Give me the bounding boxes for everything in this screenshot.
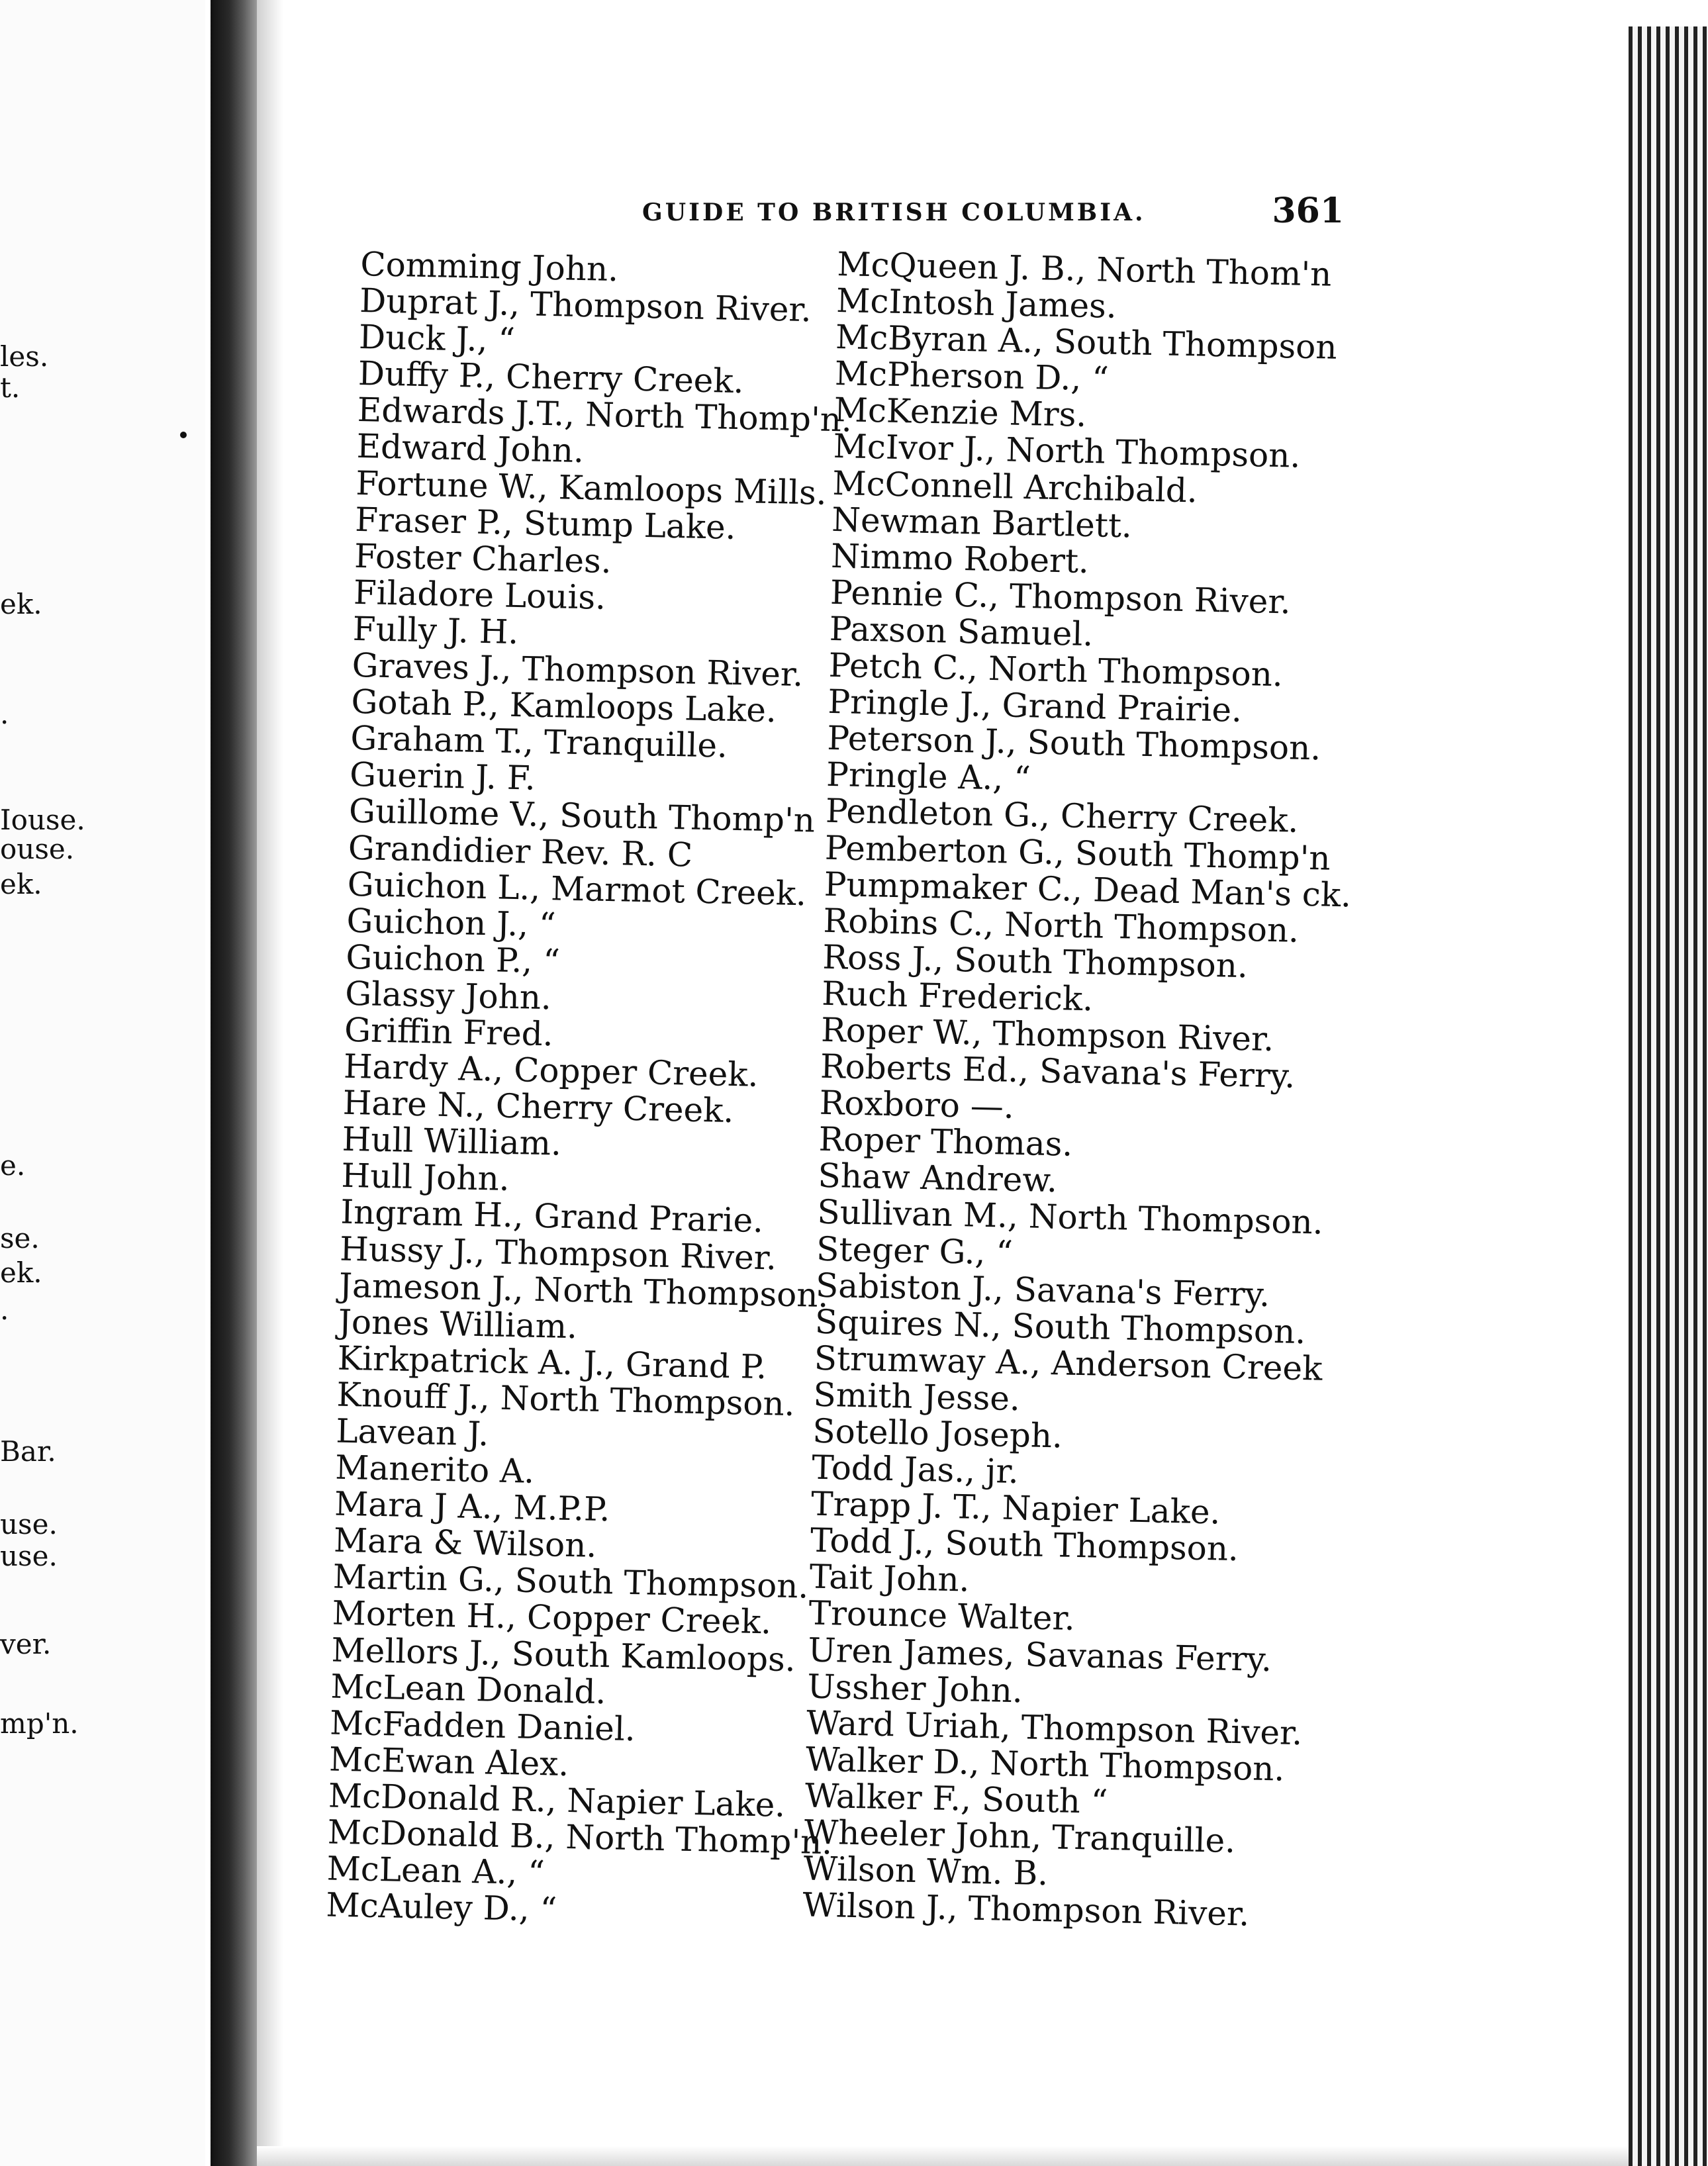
directory-entry: Walker F., South “ (804, 1776, 1108, 1821)
directory-entry: Todd J., South Thompson. (810, 1521, 1239, 1569)
directory-entry: McIvor J., North Thompson. (833, 427, 1301, 476)
directory-entry: Paxson Samuel. (829, 609, 1094, 654)
directory-entry: Tait John. (809, 1557, 971, 1599)
directory-entry: Lavean J. (335, 1411, 489, 1454)
directory-entry: McConnell Archibald. (831, 463, 1198, 510)
directory-entry: Grandidier Rev. R. C (348, 828, 693, 874)
directory-entry: Mara J A., M.P.P. (334, 1484, 610, 1529)
directory-entry: McEwan Alex. (328, 1740, 569, 1783)
directory-entry: McDonald B., North Thomp'n. (327, 1813, 833, 1862)
facing-page-fragment: . (0, 1294, 9, 1326)
directory-entry: Steger G., “ (816, 1229, 1014, 1272)
directory-entry: McLean Donald. (330, 1667, 606, 1711)
directory-entry: Petch C., North Thompson. (828, 645, 1284, 694)
directory-entry: Wilson Wm. B. (803, 1849, 1049, 1893)
directory-entry: Roberts Ed., Savana's Ferry. (820, 1047, 1296, 1096)
directory-entry: Nimmo Robert. (830, 536, 1090, 581)
directory-entry: McLean A., “ (326, 1849, 546, 1893)
gutter-shadow (257, 0, 283, 2166)
facing-page-fragment: ouse. (0, 833, 75, 865)
directory-entry: Pemberton G., South Thomp'n (824, 828, 1331, 878)
directory-entry: McByran A., South Thompson (835, 318, 1338, 367)
directory-entry: Jameson J., North Thompson. (338, 1266, 830, 1315)
directory-entry: Ross J., South Thompson. (822, 937, 1249, 985)
directory-entry: Kirkpatrick A. J., Grand P. (337, 1339, 767, 1387)
directory-entry: McFadden Daniel. (329, 1703, 636, 1748)
directory-entry: Comming John. (359, 245, 619, 289)
directory-entry: Manerito A. (334, 1448, 535, 1491)
directory-entry: McAuley D., “ (325, 1885, 557, 1929)
directory-entry: Guichon L., Marmot Creek. (347, 865, 807, 913)
directory-entry: Fraser P., Stump Lake. (354, 500, 737, 547)
directory-entry: Squires N., South Thompson. (814, 1302, 1306, 1351)
page-header (642, 191, 1344, 238)
directory-entry: Roxboro —. (819, 1083, 1015, 1127)
directory-entry: Wilson J., Thompson River. (802, 1885, 1250, 1934)
directory-entry: Guichon J., “ (346, 901, 557, 945)
directory-entry: Trapp J. T., Napier Lake. (810, 1484, 1221, 1532)
directory-entry: Mellors J., South Kamloops. (330, 1630, 796, 1679)
directory-entry: Wheeler John, Tranquille. (804, 1813, 1236, 1861)
facing-page-fragment: se. (0, 1222, 40, 1254)
facing-page-fragment: ek. (0, 868, 42, 900)
directory-entry: McQueen J. B., North Thom'n (836, 245, 1332, 294)
directory-column-right (802, 246, 1367, 1935)
directory-entry: Guerin J. F. (349, 755, 536, 798)
facing-page-fragment: e. (0, 1149, 26, 1182)
directory-entry: Roper W., Thompson River. (820, 1010, 1274, 1059)
directory-entry: Fortune W., Kamloops Mills. (355, 463, 828, 512)
directory-entry: Pennie C., Thompson River. (830, 573, 1292, 622)
facing-page-text (0, 0, 199, 2166)
directory-entry: Shaw Andrew. (817, 1156, 1058, 1200)
directory-entry: Ussher John. (806, 1667, 1023, 1710)
directory-entry: Guichon P., “ (345, 937, 561, 981)
page-edges (1629, 26, 1708, 2166)
directory-entry: Sabiston J., Savana's Ferry. (815, 1266, 1270, 1314)
directory-entry: Jones William. (338, 1302, 578, 1346)
directory-entry: Edwards J.T., North Thomp'n. (357, 391, 853, 440)
directory-entry: McIntosh James. (835, 281, 1117, 326)
page-bottom-shadow (257, 2146, 1629, 2166)
directory-entry: Mara & Wilson. (333, 1521, 597, 1566)
directory-entry: Hardy A., Copper Creek. (343, 1047, 759, 1094)
facing-page-fragment: mp'n. (0, 1707, 79, 1740)
margin-dot (180, 432, 187, 438)
directory-entry: Martin G., South Thompson. (332, 1557, 809, 1606)
directory-entry: Pumpmaker C., Dead Man's ck. (824, 865, 1352, 915)
book-spine (211, 0, 257, 2166)
facing-page-fragment: Iouse. (0, 804, 85, 836)
directory-entry: Gotah P., Kamloops Lake. (350, 682, 777, 730)
directory-entry: Glassy John. (344, 974, 552, 1017)
directory-entry: Duck J., “ (358, 318, 516, 360)
directory-entry: Foster Charles. (354, 536, 612, 581)
directory-entry: Filadore Louis. (353, 573, 606, 617)
directory-entry: Todd Jas., jr. (811, 1448, 1020, 1491)
facing-page-fragment: ek. (0, 588, 42, 620)
directory-entry: Sullivan M., North Thompson. (816, 1193, 1324, 1243)
directory-entry: Smith Jesse. (813, 1375, 1021, 1419)
facing-page-fragment: t. (0, 371, 21, 404)
directory-column-left (326, 246, 890, 1935)
directory-entry: Newman Bartlett. (831, 500, 1133, 545)
page-number: 361 (1272, 191, 1344, 231)
directory-entry: McDonald R., Napier Lake. (328, 1776, 786, 1824)
directory-entry: Ruch Frederick. (821, 974, 1094, 1019)
directory-entry: Hare N., Cherry Creek. (342, 1083, 734, 1131)
directory-entry: McKenzie Mrs. (833, 391, 1087, 435)
facing-page-fragment: Bar. (0, 1435, 56, 1468)
facing-page-fragment: use. (0, 1540, 58, 1572)
directory-entry: Pringle J., Grand Prairie. (827, 682, 1243, 730)
facing-page-fragment: . (0, 698, 9, 730)
directory-entry: Guillome V., South Thomp'n (348, 792, 816, 840)
directory-entry: Duprat J., Thompson River. (359, 281, 812, 330)
directory-entry: Knouff J., North Thompson. (336, 1375, 796, 1424)
directory-entry: Ingram H., Grand Prarie. (340, 1193, 764, 1241)
directory-entry: Roper Thomas. (818, 1119, 1073, 1164)
directory-entry: Edward John. (356, 427, 585, 471)
facing-page-fragment: les. (0, 340, 49, 373)
facing-page-fragment: use. (0, 1508, 58, 1540)
directory-entry: Uren James, Savanas Ferry. (807, 1630, 1272, 1679)
directory-entry: Ward Uriah, Thompson River. (806, 1703, 1303, 1752)
directory-entry: Griffin Fred. (344, 1010, 554, 1054)
facing-page-fragment: ver. (0, 1628, 52, 1660)
directory-entry: Peterson J., South Thompson. (826, 719, 1321, 768)
directory-entry: Hull John. (340, 1156, 510, 1199)
running-title: GUIDE TO BRITISH COLUMBIA. (642, 199, 1146, 226)
directory-entry: Hull William. (342, 1119, 562, 1163)
directory-entry: Trounce Walter. (808, 1594, 1076, 1638)
directory-entry: Strumway A., Anderson Creek (814, 1339, 1323, 1388)
directory-entry: Hussy J., Thompson River. (339, 1229, 777, 1278)
directory-entry: Robins C., North Thompson. (823, 901, 1300, 950)
directory-entry: Pendleton G., Cherry Creek. (825, 792, 1300, 841)
directory-entry: Sotello Joseph. (812, 1411, 1063, 1456)
directory-entry: Graham T., Tranquille. (350, 719, 728, 765)
directory-entry: Walker D., North Thompson. (805, 1740, 1285, 1789)
directory-entry: McPherson D., “ (834, 354, 1110, 399)
directory-entry: Graves J., Thompson River. (352, 645, 804, 694)
directory-entry: Fully J. H. (352, 609, 519, 652)
directory-entry: Pringle A., “ (826, 755, 1031, 798)
directory-entry: Morten H., Copper Creek. (332, 1594, 772, 1642)
directory-entry: Duffy P., Cherry Creek. (357, 354, 745, 401)
facing-page-fragment: ek. (0, 1256, 42, 1289)
